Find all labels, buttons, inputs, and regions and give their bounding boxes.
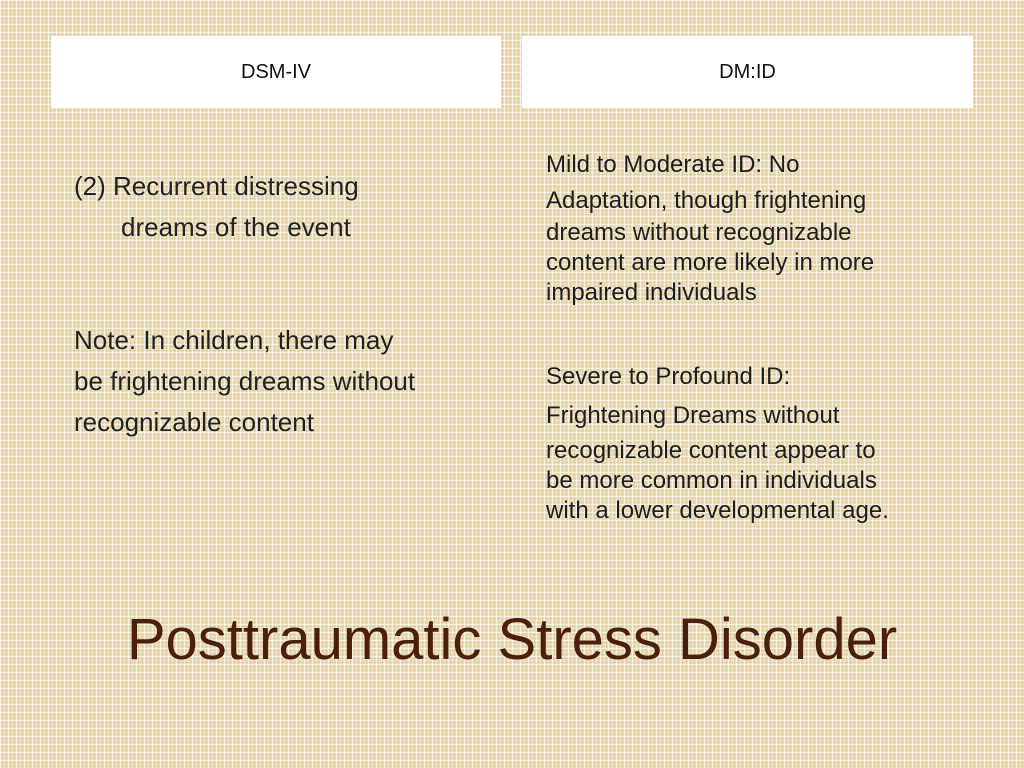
dsm-iv-column-header [51,36,501,108]
block-heading: Mild to Moderate ID: No [546,151,800,178]
block-line: dreams without recognizable [546,219,852,246]
dm-id-header-label: DM:ID [719,60,776,83]
block-line: content are more likely in more [546,249,875,276]
dm-id-mild-moderate-block [546,146,966,308]
dsm-iv-note [74,320,504,443]
slide-title: Posttraumatic Stress Disorder [126,607,898,672]
block-line: be more common in individuals [546,467,877,494]
block-line: Frightening Dreams without [546,402,840,429]
dm-id-severe-profound-block [546,358,966,526]
dm-id-column-header [522,36,973,108]
block-heading: Severe to Profound ID: [546,363,791,390]
block-line: recognizable content appear to [546,437,876,464]
block-line: impaired individuals [546,279,757,306]
block-line: Adaptation, though frightening [546,187,867,214]
note-line: Note: In children, there may [74,325,394,355]
block-line: with a lower developmental age. [546,497,889,524]
note-line: recognizable content [74,407,314,437]
criterion-line: (2) Recurrent distressing [74,171,359,201]
dsm-iv-header-label: DSM-IV [241,60,311,83]
dsm-iv-criterion [74,166,504,248]
note-line: be frightening dreams without [74,366,416,396]
criterion-line: dreams of the event [121,212,351,242]
